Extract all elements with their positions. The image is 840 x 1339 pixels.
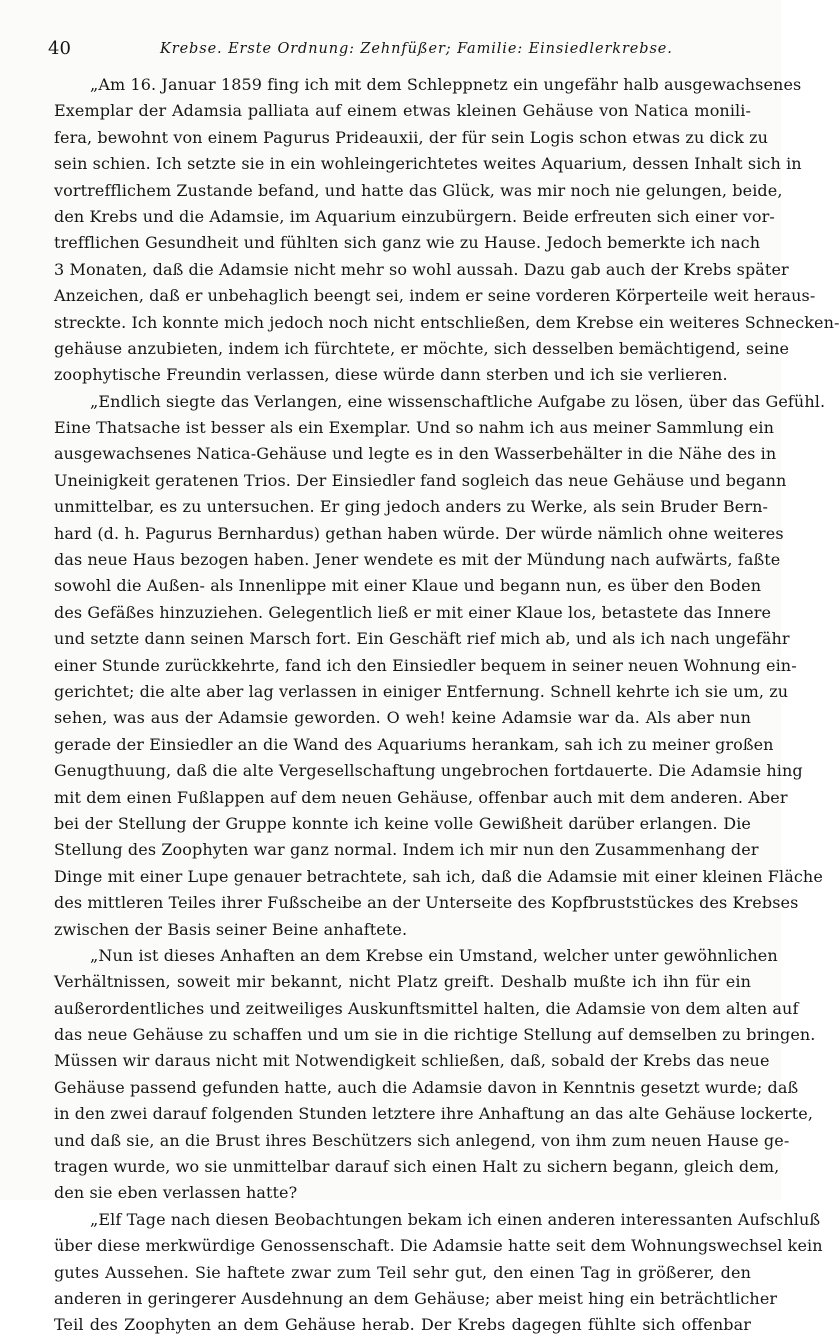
text-line: Eine Thatsache ist besser als ein Exemplar. Und so nahm ich aus meiner Sammlung ein (54, 418, 775, 438)
text-line: „Am 16. Januar 1859 fing ich mit dem Schleppnetz ein ungefähr halb ausgewachsenes (90, 75, 802, 94)
text-line: anderen in geringerer Ausdehnung an dem Gehäuse; aber meist hing ein beträchtlicher (54, 1288, 778, 1308)
text-line: das neue Gehäuse zu schaffen und um sie in die richtige Stellung auf demselben zu bringen. (54, 1025, 816, 1045)
text-line: sowohl die Außen- als Innenlippe mit einer Klaue und begann nun, es über den Boden (54, 576, 762, 596)
text-line: zoophytische Freundin verlassen, diese würde dann sterben und ich sie verlieren. (54, 365, 728, 385)
text-line: und setzte dann seinen Marsch fort. Ein Geschäft rief mich ab, und als ich nach ungefähr (54, 629, 790, 649)
page-header (48, 36, 748, 62)
text-line: „Elf Tage nach diesen Beobachtungen bekam ich einen anderen interessanten Aufschluß (90, 1209, 821, 1229)
text-line: das neue Haus bezogen haben. Jener wendete es mit der Mündung nach aufwärts, faßte (54, 550, 781, 570)
text-line: Stellung des Zoophyten war ganz normal. Indem ich mir nun den Zusammenhang der (54, 840, 759, 860)
text-line: gerichtet; die alte aber lag verlassen in einiger Entfernung. Schnell kehrte ich sie um, zu (54, 681, 789, 701)
text-line: streckte. Ich konnte mich jedoch noch nicht entschließen, dem Krebse ein weiteres Schnecken- (54, 312, 840, 332)
text-line: Gehäuse passend gefunden hatte, auch die Adamsie davon in Kenntnis gesetzt wurde; daß (54, 1077, 799, 1097)
text-line: sein schien. Ich setzte sie in ein wohleingerichtetes weites Aquarium, dessen Inhalt sich in (54, 154, 802, 174)
text-line: sehen, was aus der Adamsie geworden. O weh! keine Adamsie war da. Als aber nun (54, 708, 751, 728)
text-line: Teil des Zoophyten an dem Gehäuse herab. Der Krebs dagegen fühlte sich offenbar (54, 1315, 751, 1335)
text-line: „Nun ist dieses Anhaften an dem Krebse ein Umstand, welcher unter gewöhnlichen (90, 945, 778, 965)
text-line: ausgewachsenes Natica-Gehäuse und legte es in den Wasserbehälter in die Nähe des in (54, 444, 777, 464)
text-line: außerordentliches und zeitweiliges Auskunftsmittel halten, die Adamsie von dem alten auf (54, 998, 799, 1018)
text-line: vortrefflichem Zustande befand, und hatte das Glück, was mir noch nie gelungen, beide, (54, 180, 783, 200)
paragraph (54, 389, 826, 943)
text-line: bei der Stellung der Gruppe konnte ich keine volle Gewißheit darüber erlangen. Die (54, 813, 751, 833)
text-line: des Gefäßes hinzuziehen. Gelegentlich ließ er mit einer Klaue los, betastete das Innere (54, 602, 772, 622)
text-line: Uneinigkeit geratenen Trios. Der Einsiedler fand sogleich das neue Gehäuse und begann (54, 470, 787, 490)
text-line: des mittleren Teiles ihrer Fußscheibe an der Unterseite des Kopfbruststückes des Krebses (54, 893, 799, 913)
text-line: gerade der Einsiedler an die Wand des Aquariums herankam, sah ich zu meiner großen (54, 734, 774, 754)
paragraph (54, 943, 816, 1207)
text-line: Genugthuung, daß die alte Vergesellschaftung ungebrochen fortdauerte. Die Adamsie hing (54, 761, 803, 781)
text-line: 3 Monaten, daß die Adamsie nicht mehr so wohl aussah. Dazu gab auch der Krebs später (54, 259, 789, 279)
text-line: in den zwei darauf folgenden Stunden letztere ihre Anhaftung an das alte Gehäuse lockerte, (54, 1104, 814, 1124)
paragraph (54, 1207, 823, 1339)
text-line: „Endlich siegte das Verlangen, eine wissenschaftliche Aufgabe zu lösen, über das Gefühl. (90, 391, 826, 411)
text-line: mit dem einen Fußlappen auf dem neuen Gehäuse, offenbar auch mit dem anderen. Aber (54, 787, 788, 807)
text-line: zwischen der Basis seiner Beine anhaftete. (54, 919, 408, 939)
text-line: hard (d. h. Pagurus Bernhardus) gethan haben würde. Der würde nämlich ohne weiteres (54, 523, 784, 543)
text-line: gehäuse anzubieten, indem ich fürchtete, er möchte, sich desselben bemächtigend, seine (54, 338, 790, 358)
text-line: Verhältnissen, soweit mir bekannt, nicht Platz greift. Deshalb mußte ich ihn für ein (54, 972, 751, 992)
running-head: Krebse. Erste Ordnung: Zehnfüßer; Familie: Einsiedlerkrebse. (160, 41, 673, 57)
text-line: gutes Aussehen. Sie haftete zwar zum Teil sehr gut, den einen Tag in größerer, den (54, 1262, 751, 1282)
paragraph (54, 72, 840, 389)
text-line: den sie eben verlassen hatte? (54, 1183, 298, 1203)
text-line: einer Stunde zurückkehrte, fand ich den Einsiedler bequem in seiner neuen Wohnung ein- (54, 655, 797, 675)
body-text (54, 72, 840, 1339)
text-line: und daß sie, an die Brust ihres Beschützers sich anlegend, von ihm zum neuen Hause ge- (54, 1130, 790, 1150)
text-line: unmittelbar, es zu untersuchen. Er ging jedoch anders zu Werke, als sein Bruder Bern- (54, 497, 769, 517)
page-number: 40 (48, 38, 71, 59)
text-line: tragen wurde, wo sie unmittelbar darauf sich einen Halt zu sichern begann, gleich dem, (54, 1157, 780, 1177)
text-line: trefflichen Gesundheit und fühlten sich ganz wie zu Hause. Jedoch bemerkte ich nach (54, 233, 761, 253)
text-line: fera, bewohnt von einem Pagurus Prideauxii, der für sein Logis schon etwas zu dick zu (54, 127, 769, 147)
text-line: Müssen wir daraus nicht mit Notwendigkeit schließen, daß, sobald der Krebs das neue (54, 1051, 770, 1071)
text-line: Anzeichen, daß er unbehaglich beengt sei, indem er seine vorderen Körperteile weit heraus- (54, 286, 816, 306)
text-line: Exemplar der Adamsia palliata auf einem etwas kleinen Gehäuse von Natica monili- (54, 101, 751, 121)
text-line: Dinge mit einer Lupe genauer betrachtete, sah ich, daß die Adamsie mit einer kleinen Fläche (54, 866, 823, 886)
text-line: über diese merkwürdige Genossenschaft. Die Adamsie hatte seit dem Wohnungswechsel kein (54, 1236, 823, 1256)
text-line: den Krebs und die Adamsie, im Aquarium einzubürgern. Beide erfreuten sich einer vor- (54, 206, 775, 226)
